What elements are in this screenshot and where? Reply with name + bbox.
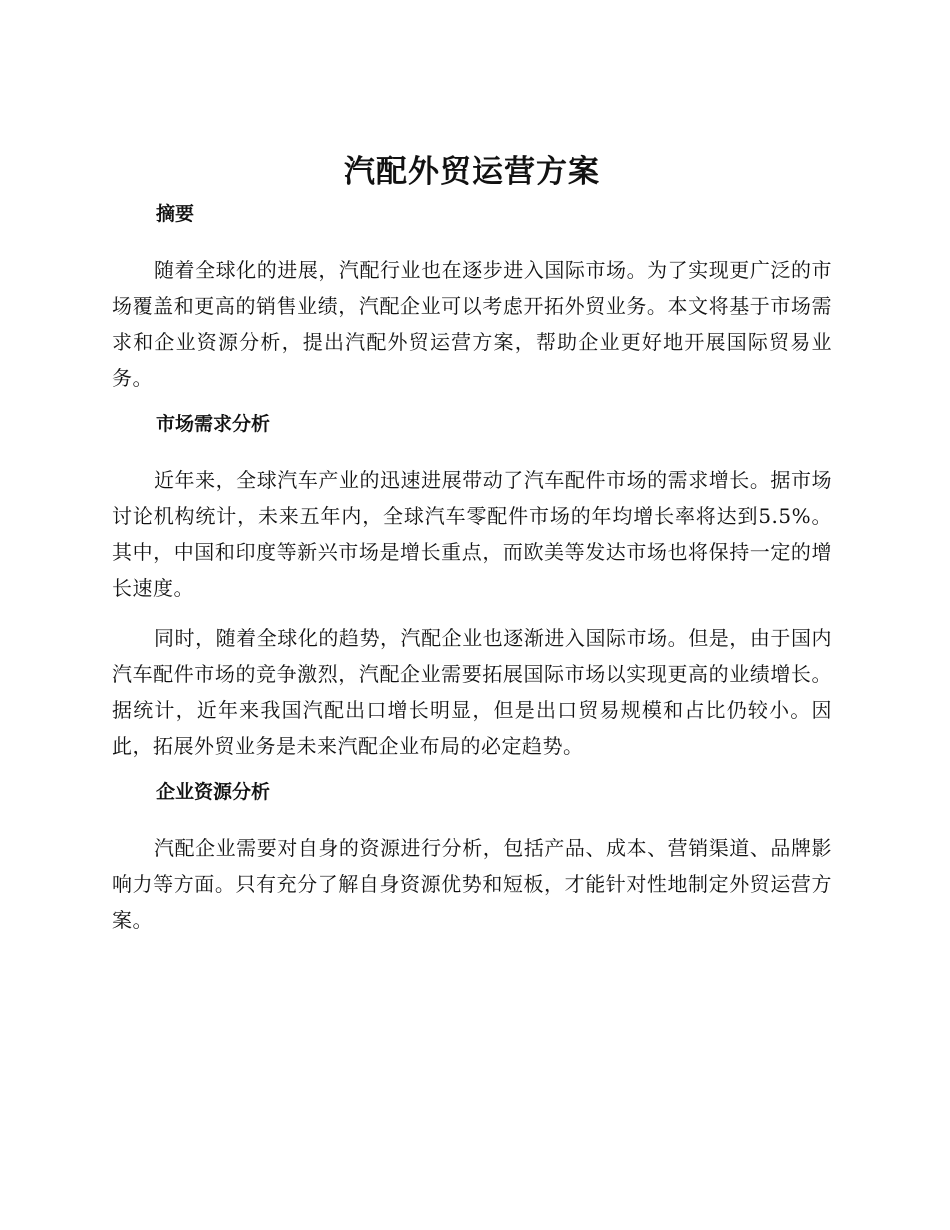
paragraph: 汽配企业需要对自身的资源进行分析，包括产品、成本、营销渠道、品牌影响力等方面。只有充分了解自身资源优势和短板，才能针对性地制定外贸运营方案。 [112,836,832,932]
document-title: 汽配外贸运营方案 [344,154,600,190]
section-abstract [112,200,832,410]
section-heading: 企业资源分析 [156,781,271,803]
paragraph: 同时，随着全球化的趋势，汽配企业也逐渐进入国际市场。但是，由于国内汽车配件市场的竞争激烈，汽配企业需要拓展国际市场以实现更高的业绩增长。据统计，近年来我国汽配出口增长明显，但是出口贸易规模和占比仍较小。因此，拓展外贸业务是未来汽配企业布局的必定趋势。 [112,626,832,758]
section-heading: 市场需求分析 [156,413,271,435]
paragraph: 近年来，全球汽车产业的迅速进展带动了汽车配件市场的需求增长。据市场讨论机构统计，未来五年内，全球汽车零配件市场的年均增长率将达到5.5%。其中，中国和印度等新兴市场是增长重点，而欧美等发达市场也将保持一定的增长速度。 [112,468,832,600]
document-page [112,150,832,938]
paragraph: 随着全球化的进展，汽配行业也在逐步进入国际市场。为了实现更广泛的市场覆盖和更高的销售业绩，汽配企业可以考虑开拓外贸业务。本文将基于市场需求和企业资源分析，提出汽配外贸运营方案，帮助企业更好地开展国际贸易业务。 [112,258,832,390]
section-resource-analysis [112,778,832,938]
section-heading: 摘要 [156,203,195,225]
section-market-demand [112,410,832,778]
